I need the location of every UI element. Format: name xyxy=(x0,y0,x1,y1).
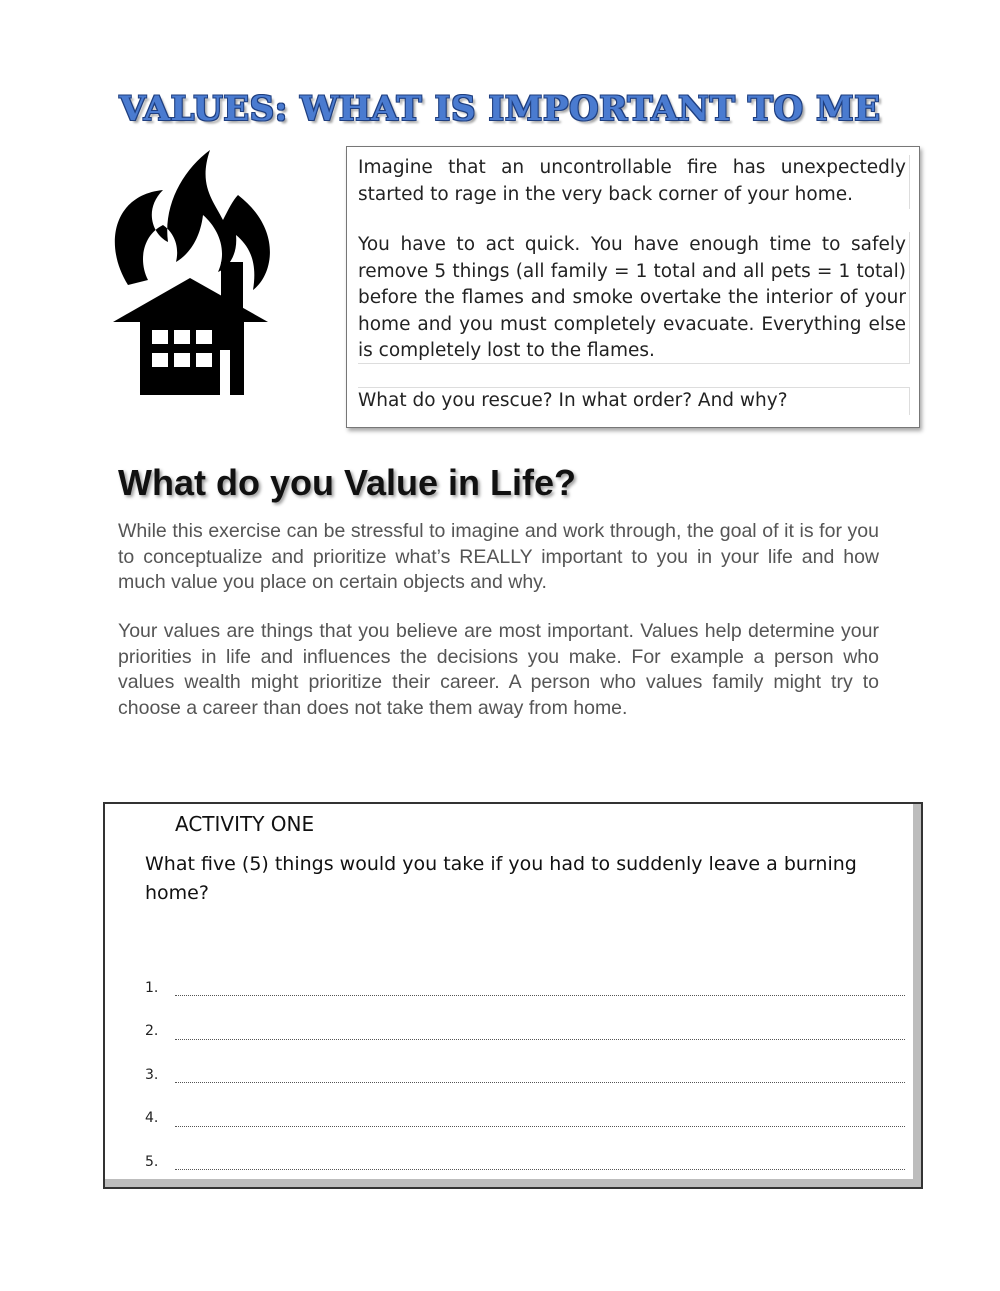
answer-line-1[interactable] xyxy=(145,966,905,1010)
scenario-details: You have to act quick. You have enough time to safely remove 5 things (all family = 1 total and all pets = 1 total) before the flames and smoke overtake the interior of your home and you must completely evacuate. Everything else is completely lost to the flames. xyxy=(358,232,910,364)
values-paragraph: Your values are things that you believe are most important. Values help determine your priorities in life and influences the decisions you make. For example a person who values wealth might prioritize their career. A person who values family might try to choose a career than does not take them away from home. xyxy=(118,620,879,719)
activity-box xyxy=(103,802,923,1189)
house-on-fire-icon xyxy=(108,150,273,395)
answer-line-5[interactable] xyxy=(145,1140,905,1184)
answer-list xyxy=(145,966,905,1184)
answer-line-2[interactable] xyxy=(145,1010,905,1054)
activity-title: ACTIVITY ONE xyxy=(175,812,315,836)
answer-field[interactable] xyxy=(175,1116,905,1127)
activity-question: What five (5) things would you take if you had to suddenly leave a burning home? xyxy=(145,853,857,904)
page-title: VALUES: WHAT IS IMPORTANT TO ME xyxy=(119,88,881,129)
intro-paragraph: While this exercise can be stressful to imagine and work through, the goal of it is for you to conceptualize and prioritize what’s REALLY important to you in your life and how much value you place on certain objects and why. xyxy=(118,520,879,593)
answer-number: 3. xyxy=(145,1066,159,1083)
answer-field[interactable] xyxy=(175,1159,905,1170)
answer-number: 2. xyxy=(145,1023,159,1040)
answer-field[interactable] xyxy=(175,985,905,996)
answer-number: 5. xyxy=(145,1153,159,1170)
scenario-intro: Imagine that an uncontrollable fire has unexpectedly started to rage in the very back corner of your home. xyxy=(358,155,910,209)
scenario-box xyxy=(346,146,920,428)
section-heading: What do you Value in Life? xyxy=(118,462,577,503)
answer-line-4[interactable] xyxy=(145,1097,905,1141)
answer-field[interactable] xyxy=(175,1029,905,1040)
scenario-question: What do you rescue? In what order? And why? xyxy=(358,387,910,415)
answer-field[interactable] xyxy=(175,1072,905,1083)
answer-number: 1. xyxy=(145,979,159,996)
answer-number: 4. xyxy=(145,1110,159,1127)
answer-line-3[interactable] xyxy=(145,1053,905,1097)
